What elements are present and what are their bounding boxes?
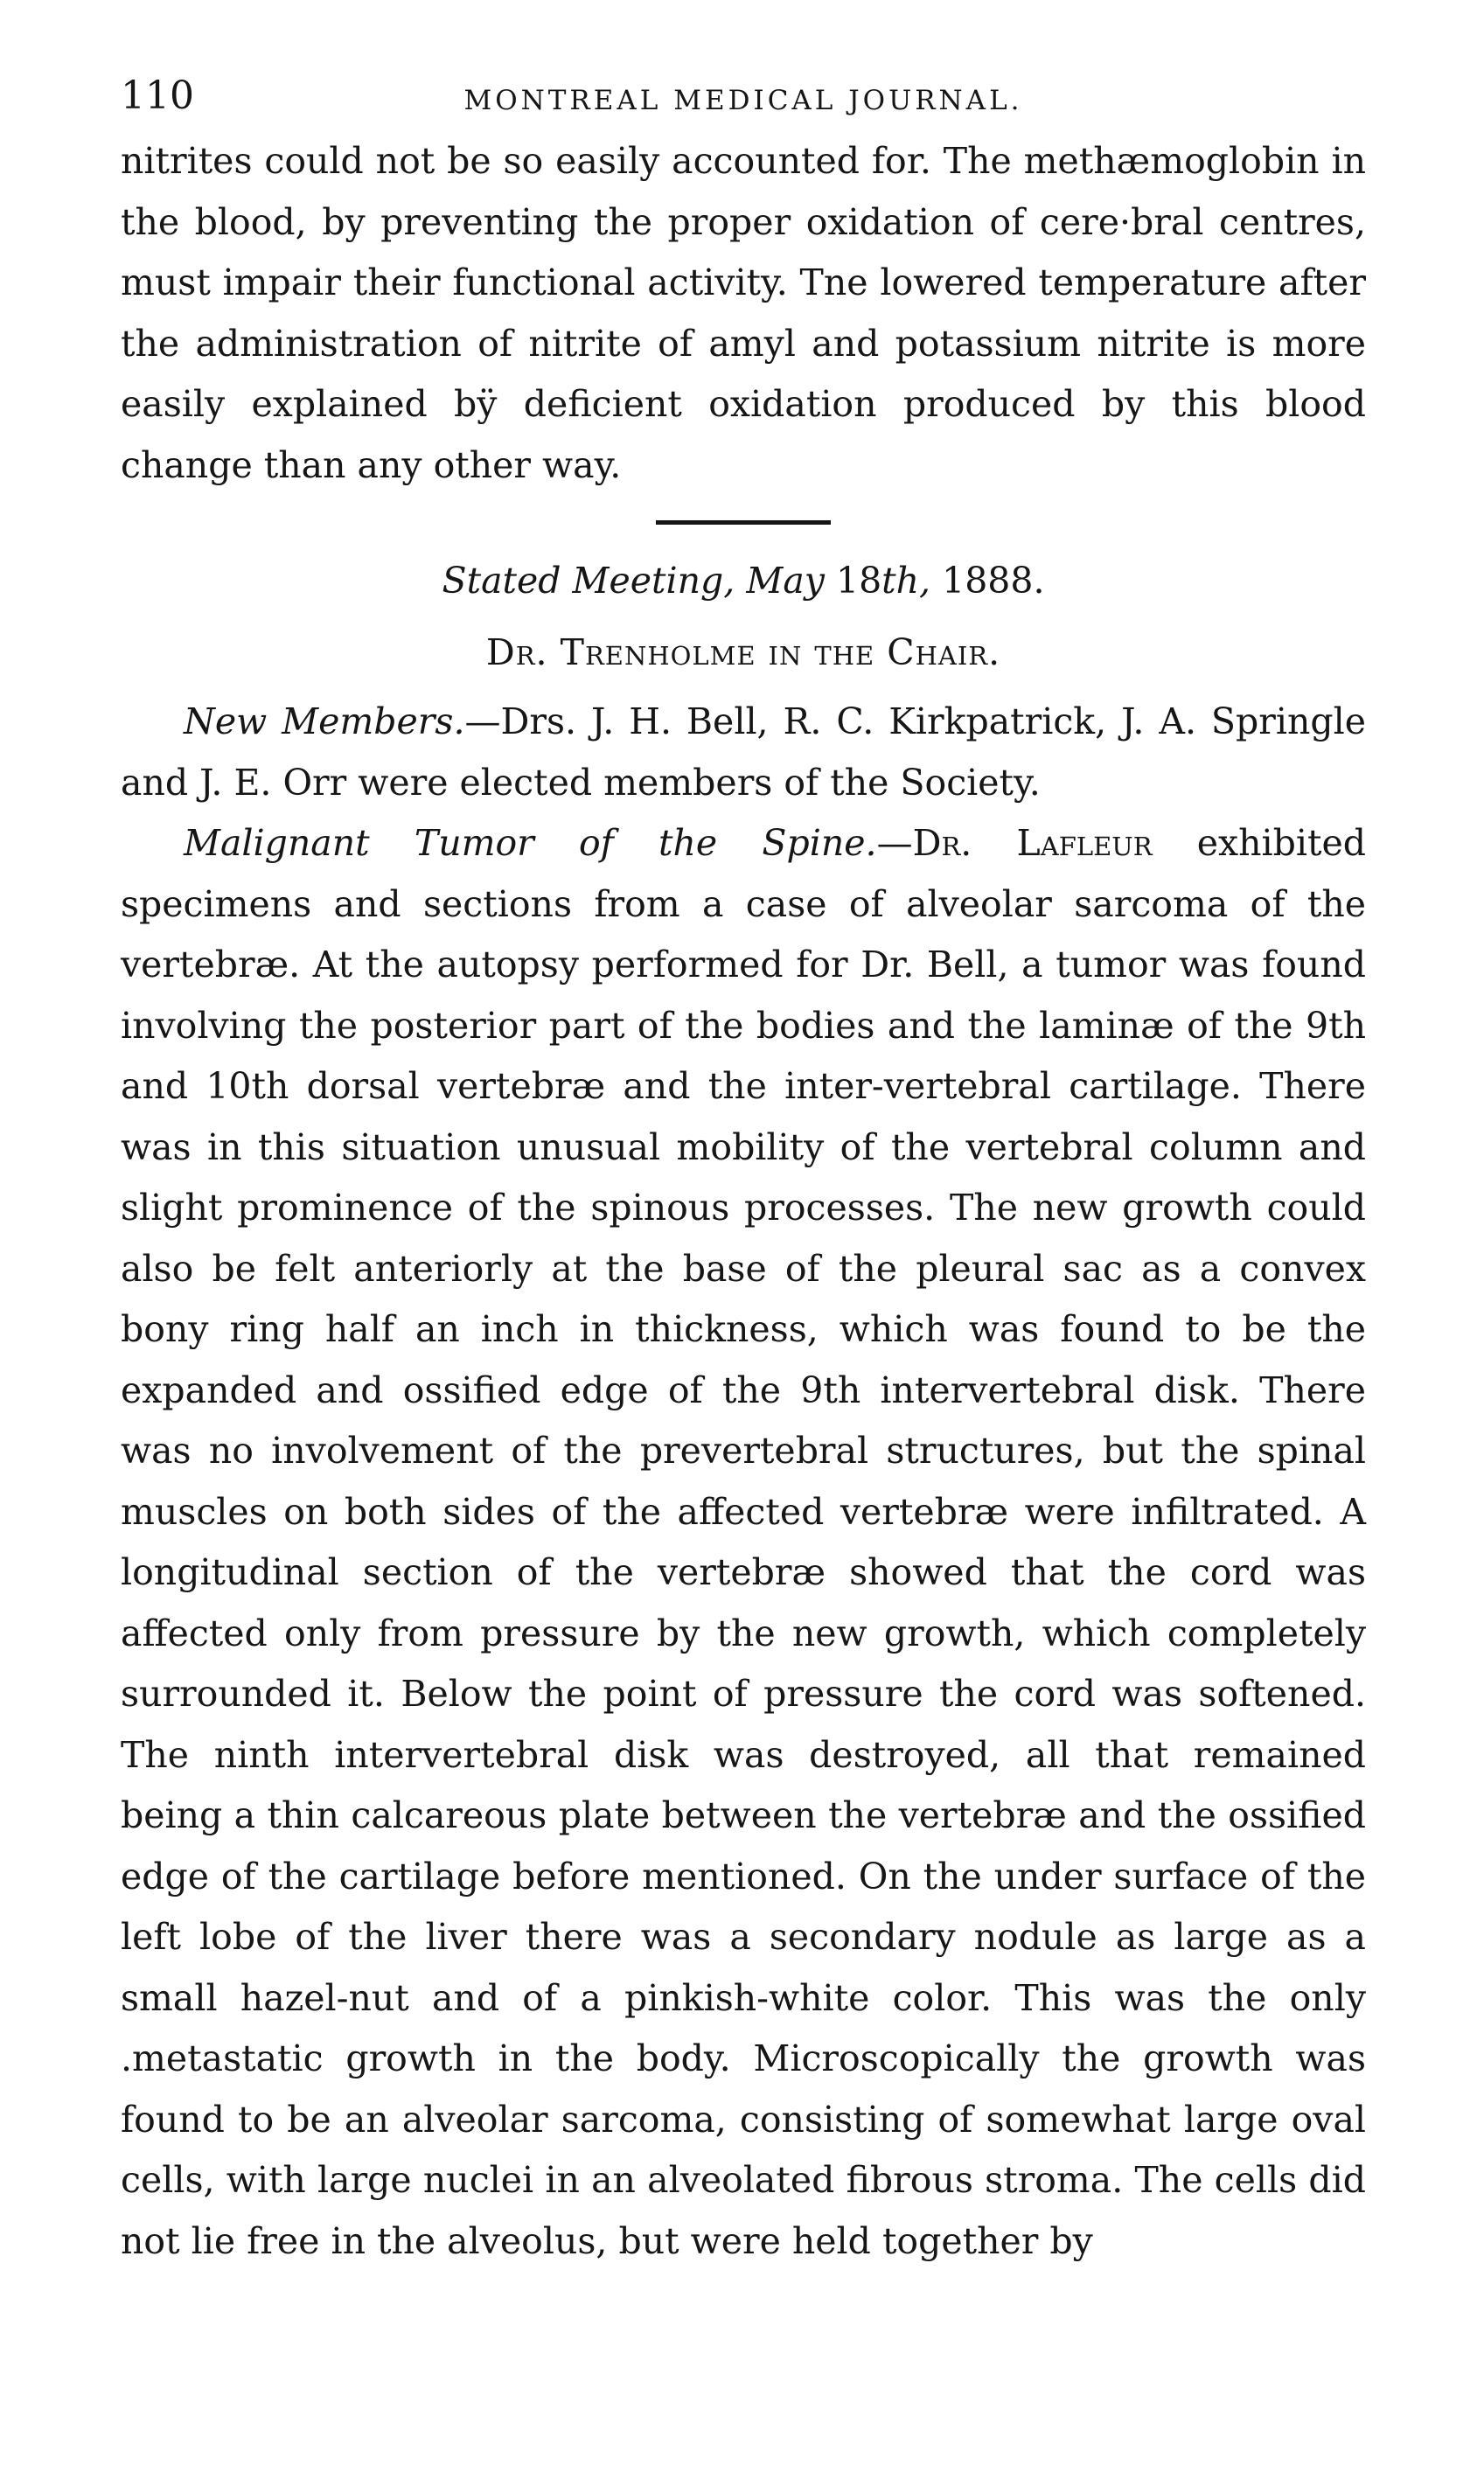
meeting-date-suffix: th,	[881, 560, 931, 602]
body-text	[121, 131, 1366, 2272]
new-members-paragraph	[121, 692, 1366, 813]
meeting-date: 18	[835, 560, 882, 602]
page-header	[121, 70, 1366, 131]
meeting-heading	[121, 551, 1366, 612]
meeting-year: 1888.	[942, 560, 1045, 602]
section-divider	[656, 520, 831, 525]
tumor-title: Malignant Tumor of the Spine.	[184, 822, 877, 864]
new-members-title: New Members.	[184, 700, 465, 742]
intro-paragraph: nitrites could not be so easily accounted for. The methæmoglobin in the blood, by preventing the proper oxidation of cere·bral centres, must impair their functional activity. Tne lowered temperature after the administration of nitrite of amyl and potassium nitrite is more easily explained bÿ deficient oxidation produced by this blood change than any other way.	[121, 140, 1366, 486]
chair-line: Dr. Trenholme in the Chair.	[485, 630, 1001, 673]
page-number: 110	[121, 73, 194, 118]
new-members-text: —Drs. J. H. Bell, R. C. Kirkpatrick, J. A. Springle and J. E. Orr were elected members of the Society.	[121, 700, 1366, 804]
meeting-heading-italic: Stated Meeting, May	[442, 560, 825, 602]
tumor-text: exhibited specimens and sections from a case of alveolar sarcoma of the vertebræ. At the autopsy performed for Dr. Bell, a tumor was found involving the posterior part of the bodies and the laminæ of the 9th and 10th dorsal vertebræ and the inter-vertebral cartilage. There was in this situation unusual mobility of the vertebral column and slight prominence of the spinous processes. The new growth could also be felt anteriorly at the base of the pleural sac as a convex bony ring half an inch in thickness, which was found to be the expanded and ossified edge of the 9th intervertebral disk. There was no involvement of the prevertebral structures, but the spinal muscles on both sides of the affected vertebræ were infiltrated. A longitudinal section of the vertebræ showed that the cord was affected only from pressure by the new growth, which completely surrounded it. Below the point of pressure the cord was softened. The ninth intervertebral disk was destroyed, all that remained being a thin calcareous plate between the vertebræ and the ossified edge of the cartilage before mentioned. On the under surface of the left lobe of the liver there was a secondary nodule as large as a small hazel-nut and of a pinkish-white color. This was the only .metastatic growth in the body. Microscopically the growth was found to be an alveolar sarcoma, consisting of somewhat large oval cells, with large nuclei in an alveolated fibrous stroma. The cells did not lie free in the alveolus, but were held together by	[121, 822, 1366, 2262]
journal-page	[121, 70, 1366, 2272]
tumor-presenter: —Dr. Lafleur	[876, 822, 1153, 864]
tumor-paragraph	[121, 813, 1366, 2272]
running-head: MONTREAL MEDICAL JOURNAL.	[463, 85, 1023, 116]
